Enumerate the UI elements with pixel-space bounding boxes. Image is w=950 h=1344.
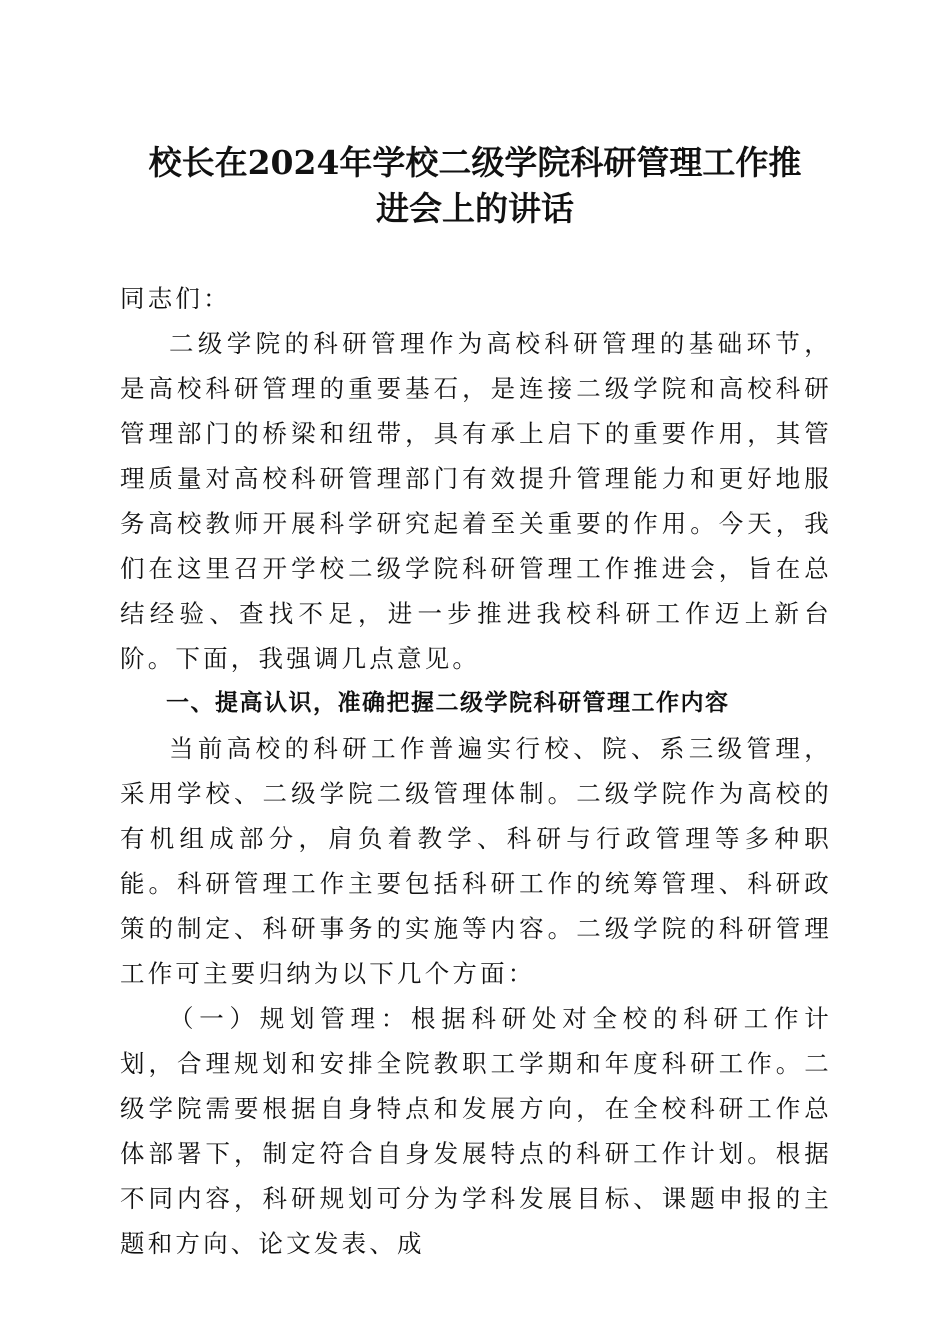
- document-title: [100, 140, 850, 232]
- document-body: [120, 276, 832, 1266]
- salutation: 同志们：: [120, 284, 231, 313]
- paragraph-intro: 二级学院的科研管理作为高校科研管理的基础环节，是高校科研管理的重要基石，是连接二级学院和高校科研管理部门的桥梁和纽带，具有承上启下的重要作用，其管理质量对高校科研管理部门有效提升管理能力和更好地服务高校教师开展科学研究起着至关重要的作用。今天，我们在这里召开学校二级学院科研管理工作推进会，旨在总结经验、查找不足，进一步推进我校科研工作迈上新台阶。下面，我强调几点意见。: [120, 329, 832, 673]
- paragraph-planning: （一）规划管理：根据科研处对全校的科研工作计划，合理规划和安排全院教职工学期和年度科研工作。二级学院需要根据自身特点和发展方向，在全校科研工作总体部署下，制定符合自身发展特点的科研工作计划。根据不同内容，科研规划可分为学科发展目标、课题申报的主题和方向、论文发表、成: [120, 1004, 832, 1258]
- paragraph-section-1: 当前高校的科研工作普遍实行校、院、系三级管理，采用学校、二级学院二级管理体制。二级学院作为高校的有机组成部分，肩负着教学、科研与行政管理等多种职能。科研管理工作主要包括科研工作的统筹管理、科研政策的制定、科研事务的实施等内容。二级学院的科研管理工作可主要归纳为以下几个方面：: [120, 734, 832, 988]
- title-line-2: 进会上的讲话: [376, 189, 574, 228]
- section-heading-1: 一、提高认识，准确把握二级学院科研管理工作内容: [166, 690, 730, 716]
- title-line-1: 校长在2024年学校二级学院科研管理工作推: [148, 143, 802, 182]
